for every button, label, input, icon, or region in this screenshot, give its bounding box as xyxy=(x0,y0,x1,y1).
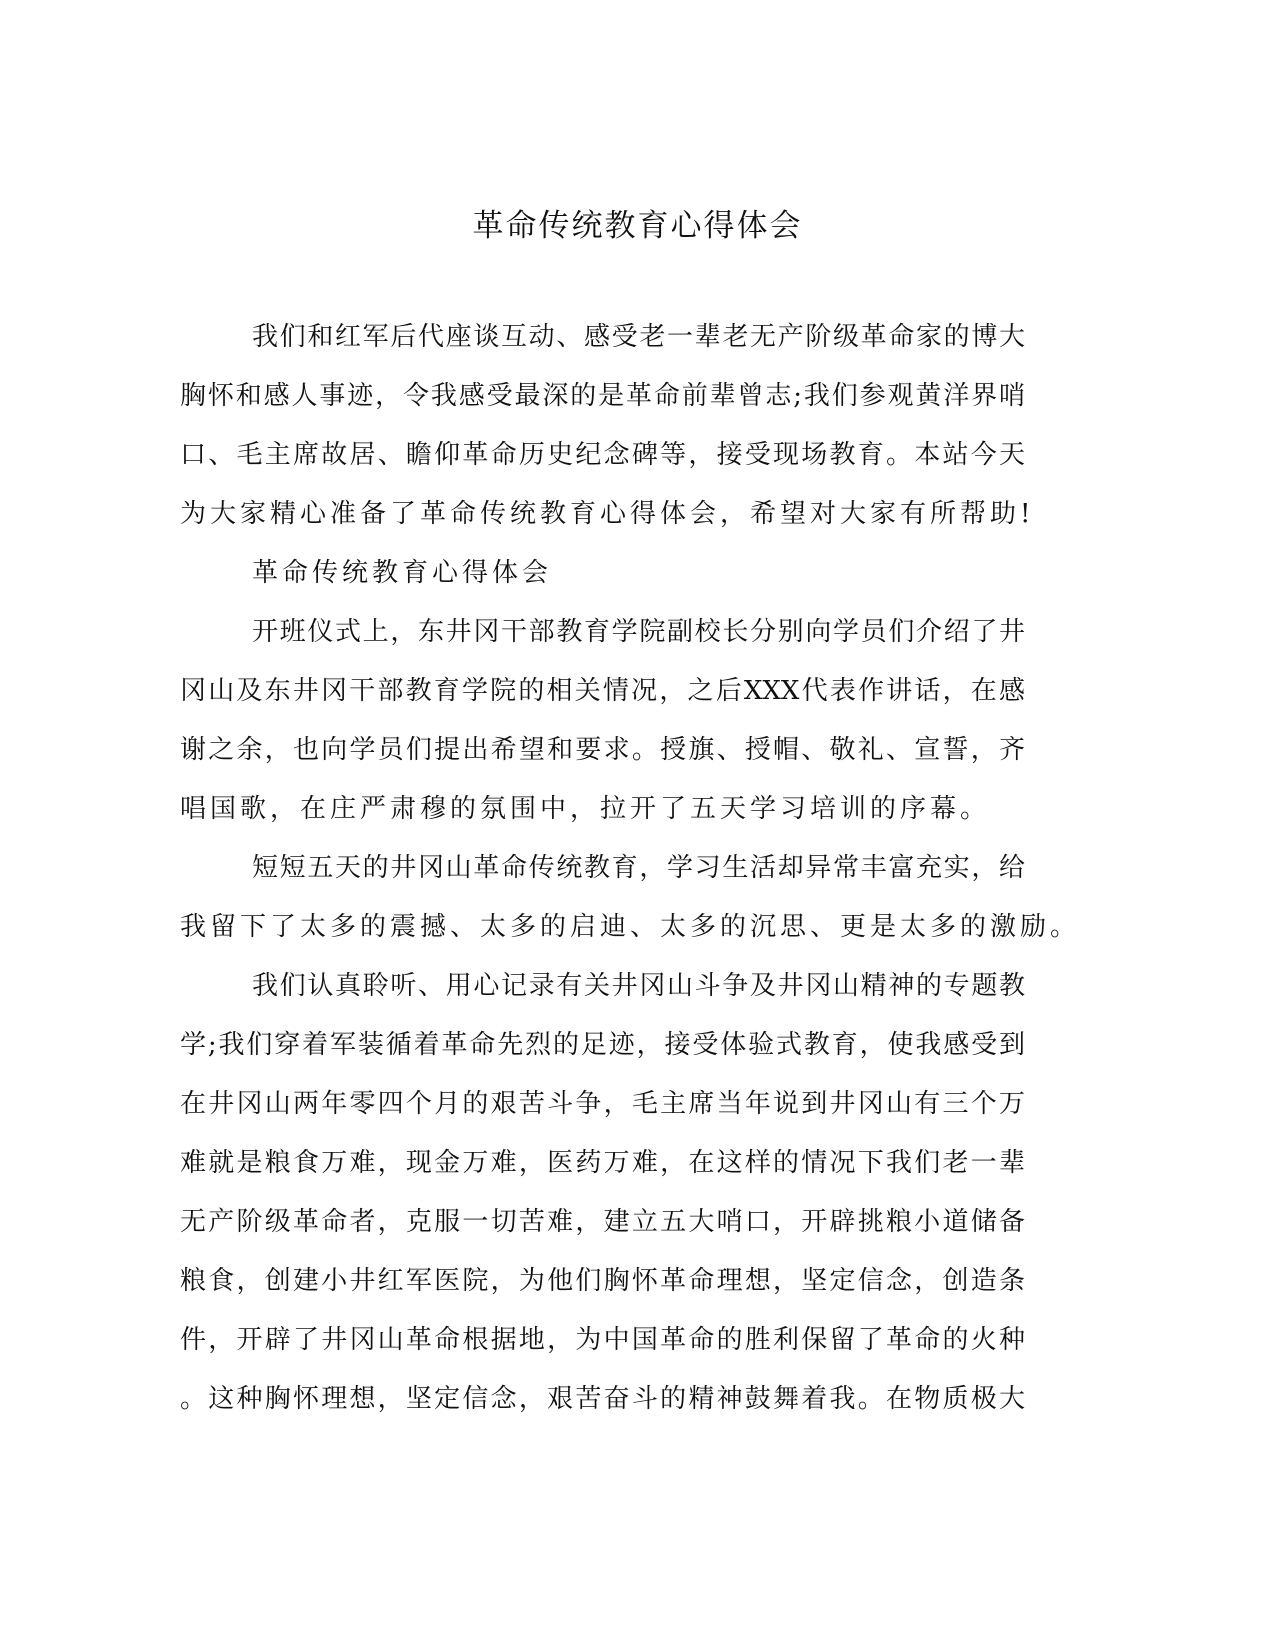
text-line: 口、毛主席故居、瞻仰革命历史纪念碑等，接受现场教育。本站今天 xyxy=(180,440,1025,470)
document-title: 革命传统教育心得体会 xyxy=(472,208,803,244)
paragraph xyxy=(180,967,1025,1439)
text-line: 在井冈山两年零四个月的艰苦斗争，毛主席当年说到井冈山有三个万 xyxy=(180,1089,1025,1119)
text-line: 粮食，创建小井红军医院，为他们胸怀革命理想，坚定信念，创造条 xyxy=(180,1266,1025,1296)
paragraph xyxy=(180,849,1081,967)
text-line: 件，开辟了井冈山革命根据地，为中国革命的胜利保留了革命的火种 xyxy=(180,1325,1025,1355)
text-line: 我留下了太多的震撼、太多的启迪、太多的沉思、更是太多的激励。 xyxy=(180,912,1081,942)
text-line: 我们和红军后代座谈互动、感受老一辈老无产阶级革命家的博大 xyxy=(252,322,1025,352)
text-line: 谢之余，也向学员们提出希望和要求。授旗、授帽、敬礼、宣誓，齐 xyxy=(180,735,1025,765)
paragraph xyxy=(180,554,1025,613)
text-line: 短短五天的井冈山革命传统教育，学习生活却异常丰富充实，给 xyxy=(252,853,1025,883)
text-line: 学;我们穿着军装循着革命先烈的足迹，接受体验式教育，使我感受到 xyxy=(180,1030,1025,1060)
text-line: 我们认真聆听、用心记录有关井冈山斗争及井冈山精神的专题教 xyxy=(252,971,1025,1001)
document-body xyxy=(180,318,1081,1439)
paragraph xyxy=(180,613,1025,849)
text-line: 难就是粮食万难，现金万难，医药万难，在这样的情况下我们老一辈 xyxy=(180,1148,1025,1178)
text-line: 。这种胸怀理想，坚定信念，艰苦奋斗的精神鼓舞着我。在物质极大 xyxy=(180,1384,1025,1414)
text-line: 开班仪式上，东井冈干部教育学院副校长分别向学员们介绍了井 xyxy=(252,617,1025,647)
text-line: 革命传统教育心得体会 xyxy=(252,558,553,588)
text-line: 唱国歌，在庄严肃穆的氛围中，拉开了五天学习培训的序幕。 xyxy=(180,794,991,824)
text-line: 胸怀和感人事迹，令我感受最深的是革命前辈曾志;我们参观黄洋界哨 xyxy=(180,381,1025,411)
text-line: 冈山及东井冈干部教育学院的相关情况，之后XXX代表作讲话，在感 xyxy=(180,676,1025,706)
text-line: 无产阶级革命者，克服一切苦难，建立五大哨口，开辟挑粮小道储备 xyxy=(180,1207,1025,1237)
text-line: 为大家精心准备了革命传统教育心得体会，希望对大家有所帮助! xyxy=(180,499,1035,529)
paragraph xyxy=(180,318,1035,554)
